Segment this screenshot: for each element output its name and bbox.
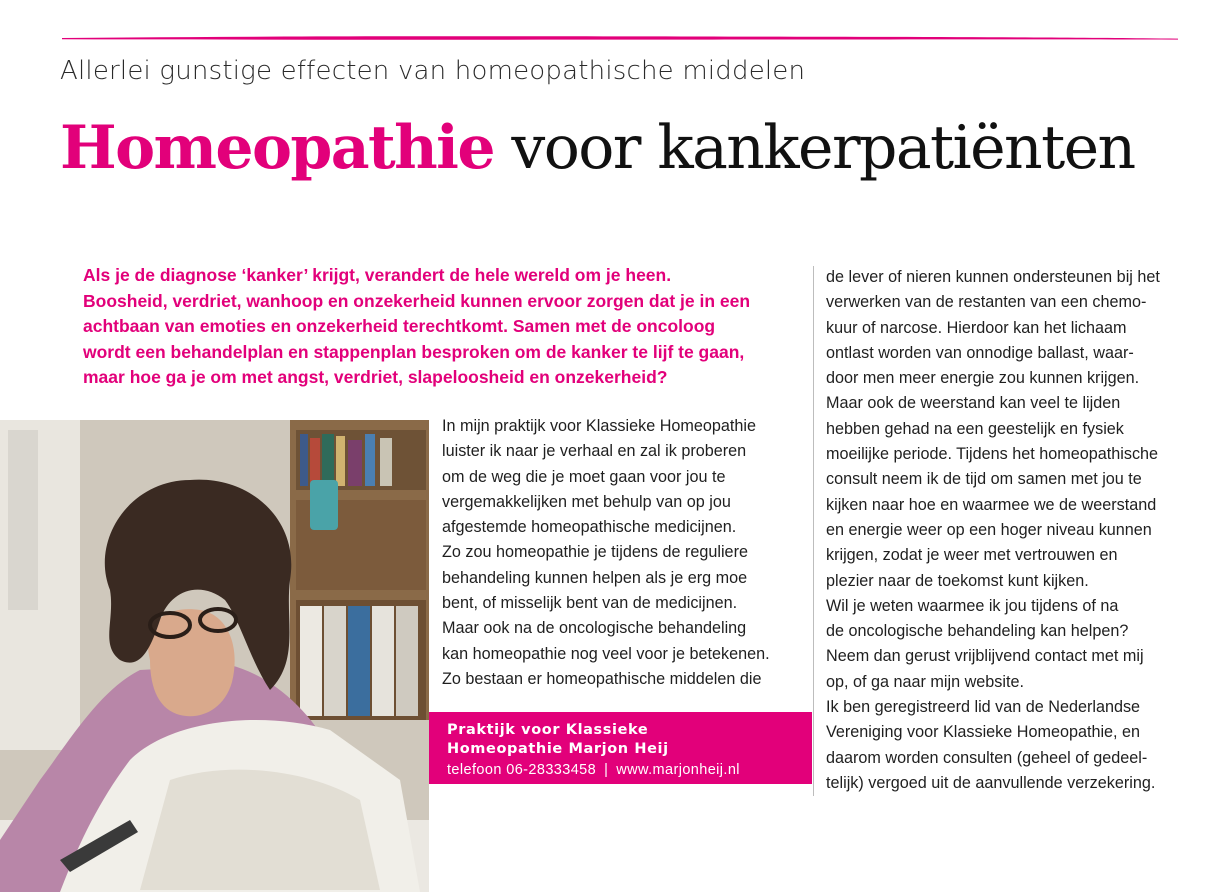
body-line: Ik ben geregistreerd lid van de Nederlandse	[826, 698, 1141, 717]
portrait-photo	[0, 420, 429, 892]
body-line: de oncologische behandeling kan helpen?	[826, 622, 1129, 641]
body-line: hebben gehad na een geestelijk en fysiek	[826, 419, 1124, 438]
body-column-middle	[442, 414, 802, 692]
lead-line: achtbaan van emoties en onzekerheid terechtkomt. Samen met de oncoloog	[83, 316, 716, 336]
body-line: de lever of nieren kunnen ondersteunen bij het	[826, 268, 1160, 286]
body-line: consult neem ik de tijd om samen met jou te	[826, 470, 1142, 489]
body-line: Vereniging voor Klassieke Homeopathie, en	[826, 723, 1141, 742]
body-line: Neem dan gerust vrijblijvend contact met mij	[826, 647, 1144, 666]
body-line: verwerken van de restanten van een chemo-	[826, 293, 1147, 312]
body-line: behandeling kunnen helpen als je erg moe	[442, 568, 748, 587]
article-kicker: Allerlei gunstige effecten van homeopathische middelen	[60, 56, 806, 86]
body-line: om de weg die je moet gaan voor jou te	[442, 467, 726, 486]
body-line: bent, of misselijk bent van de medicijnen.	[442, 594, 738, 613]
body-line: door men meer energie zou kunnen krijgen.	[826, 369, 1140, 388]
body-line: afgestemde homeopathische medicijnen.	[442, 518, 737, 537]
contact-line	[447, 759, 812, 781]
website-link[interactable]: www.marjonheij.nl	[616, 762, 740, 778]
body-line: en energie weer op een hoger niveau kunnen	[826, 520, 1152, 539]
body-line: ontlast worden van onnodige ballast, waar-	[826, 343, 1134, 362]
lead-line: maar hoe ga je om met angst, verdriet, slapeloosheid en onzekerheid?	[83, 367, 668, 387]
body-line: moeilijke periode. Tijdens het homeopathische	[826, 445, 1159, 464]
body-line: op, of ga naar mijn website.	[826, 672, 1024, 691]
contact-separator: |	[604, 762, 609, 778]
body-line: luister ik naar je verhaal en zal ik proberen	[442, 442, 747, 461]
phone-number: telefoon 06-28333458	[447, 762, 597, 778]
title-accent-word: Homeopathie	[60, 113, 494, 183]
body-line: plezier naar de toekomst kunt kijken.	[826, 571, 1089, 590]
body-line: Zo bestaan er homeopathische middelen die	[442, 669, 762, 688]
column-divider	[813, 266, 814, 796]
lead-line: Boosheid, verdriet, wanhoop en onzekerheid kunnen ervoor zorgen dat je in een	[83, 290, 751, 311]
lead-line: Als je de diagnose ‘kanker’ krijgt, verandert de hele wereld om je heen.	[83, 265, 672, 285]
body-line: Maar ook na de oncologische behandeling	[442, 619, 747, 638]
body-line: Maar ook de weerstand kan veel te lijden	[826, 394, 1121, 413]
decorative-brush-rule	[62, 34, 1178, 42]
article-title	[60, 112, 1135, 184]
practice-name-line2: Homeopathie Marjon Heij	[447, 741, 669, 757]
title-rest: voor kankerpatiënten	[511, 113, 1135, 183]
body-line: kuur of narcose. Hierdoor kan het lichaam	[826, 318, 1127, 337]
body-line: daarom worden consulten (geheel of gedeel-	[826, 748, 1148, 767]
body-line: Wil je weten waarmee ik jou tijdens of na	[826, 596, 1119, 615]
body-line: vergemakkelijken met behulp van op jou	[442, 492, 731, 511]
practice-name-line1: Praktijk voor Klassieke	[447, 722, 649, 738]
contact-box	[429, 712, 812, 784]
body-line: In mijn praktijk voor Klassieke Homeopathie	[442, 417, 756, 435]
body-line: kijken naar hoe en waarmee we de weerstand	[826, 495, 1157, 514]
body-line: telijk) vergoed uit de aanvullende verzekering.	[826, 773, 1156, 792]
lead-line: wordt een behandelplan en stappenplan besproken om de kanker te lijf te gaan,	[83, 341, 745, 362]
body-line: Zo zou homeopathie je tijdens de reguliere	[442, 543, 748, 562]
body-column-right	[826, 265, 1186, 796]
lead-paragraph	[83, 263, 803, 391]
body-line: krijgen, zodat je weer met vertrouwen en	[826, 546, 1118, 565]
body-line: kan homeopathie nog veel voor je betekenen.	[442, 644, 770, 663]
